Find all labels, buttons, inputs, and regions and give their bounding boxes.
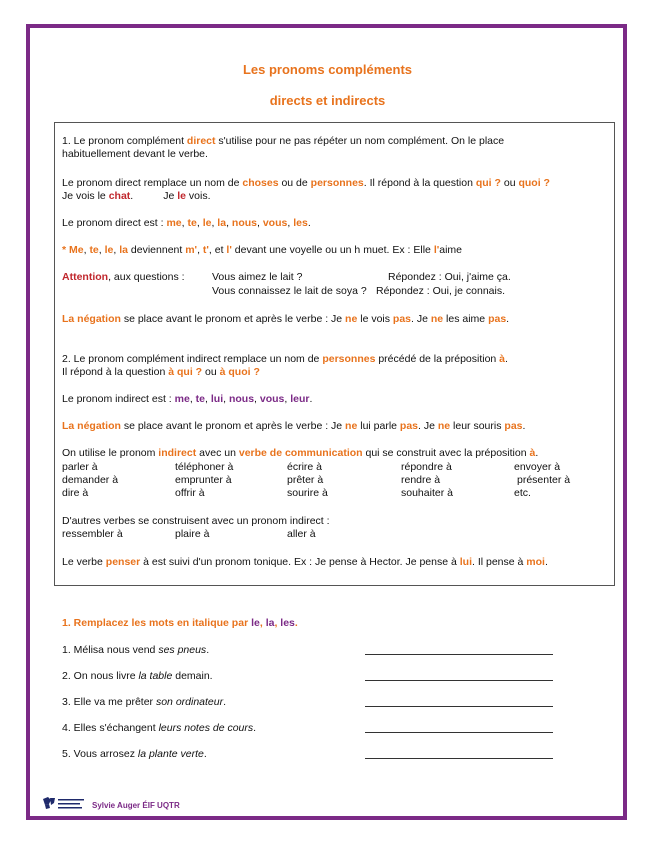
verb-cell: offrir à	[175, 487, 205, 499]
indirect-intro-line1: 2. Le pronom complément indirect remplace un nom de personnes précédé de la préposition à.	[62, 353, 508, 365]
verb-cell: parler à	[62, 461, 98, 473]
direct-example: Je vois le chat. Je le vois.	[62, 190, 211, 202]
verb-cell: etc.	[514, 487, 531, 499]
verb-cell: répondre à	[401, 461, 452, 473]
answer-line[interactable]	[365, 706, 553, 707]
attention-question-2: Vous connaissez le lait de soya ?	[212, 285, 367, 297]
direct-pronoun-list: Le pronom direct est : me, te, le, la, nous, vous, les.	[62, 217, 311, 229]
answer-line[interactable]	[365, 758, 553, 759]
page-title-line2: directs et indirects	[269, 93, 386, 108]
indirect-pronoun-list: Le pronom indirect est : me, te, lui, nous, vous, leur.	[62, 393, 313, 405]
direct-elision-note: * Me, te, le, la deviennent m', t', et l' devant une voyelle ou un h muet. Ex : Elle l'aime	[62, 244, 462, 256]
uqtr-logo-icon	[42, 796, 86, 810]
verb-cell: emprunter à	[175, 474, 232, 486]
attention-question-1: Vous aimez le lait ?	[212, 271, 303, 283]
indirect-intro-line2: Il répond à la question à qui ? ou à quoi ?	[62, 366, 260, 378]
other-verb: plaire à	[175, 528, 210, 540]
answer-line[interactable]	[365, 732, 553, 733]
verb-cell: présenter à	[517, 474, 571, 486]
page-title-line1: Les pronoms compléments	[242, 62, 413, 77]
exercise-heading: 1. Remplacez les mots en italique par le, la, les.	[62, 617, 298, 629]
answer-line[interactable]	[365, 654, 553, 655]
direct-replace-line1: Le pronom direct remplace un nom de choses ou de personnes. Il répond à la question qui ? ou quoi ?	[62, 177, 550, 189]
verb-cell: écrire à	[287, 461, 323, 473]
verb-cell: rendre à	[401, 474, 441, 486]
penser-rule: Le verbe penser à est suivi d'un pronom tonique. Ex : Je pense à Hector. Je pense à lui. Il pense à moi.	[62, 556, 548, 568]
attention-label: Attention, aux questions :	[62, 271, 185, 283]
answer-line[interactable]	[365, 680, 553, 681]
verb-cell: sourire à	[287, 487, 328, 499]
attention-answer-2: Répondez : Oui, je connais.	[376, 285, 505, 297]
exercise-item: 3. Elle va me prêter son ordinateur.	[62, 696, 227, 708]
verb-cell: envoyer à	[514, 461, 561, 473]
verb-cell: dire à	[62, 487, 89, 499]
direct-intro-line1: 1. Le pronom complément direct s'utilise pour ne pas répéter un nom complément. On le place	[62, 135, 505, 147]
exercise-item: 1. Mélisa nous vend ses pneus.	[62, 644, 210, 656]
verb-cell: demander à	[62, 474, 119, 486]
exercise-item: 4. Elles s'échangent leurs notes de cours.	[62, 722, 257, 734]
other-verbs-intro: D'autres verbes se construisent avec un pronom indirect :	[62, 515, 330, 527]
verb-cell: téléphoner à	[175, 461, 234, 473]
verb-cell: prêter à	[287, 474, 324, 486]
other-verb: aller à	[287, 528, 316, 540]
other-verb: ressembler à	[62, 528, 123, 540]
indirect-negation: La négation se place avant le pronom et après le verbe : Je ne lui parle pas. Je ne leur souris pas.	[62, 420, 526, 432]
direct-negation: La négation se place avant le pronom et après le verbe : Je ne le vois pas. Je ne les aime pas.	[62, 313, 510, 325]
verb-cell: souhaiter à	[401, 487, 453, 499]
exercise-item: 5. Vous arrosez la plante verte.	[62, 748, 207, 760]
exercise-item: 2. On nous livre la table demain.	[62, 670, 213, 682]
attention-answer-1: Répondez : Oui, j'aime ça.	[388, 271, 511, 283]
footer-author: Sylvie Auger ÉIF UQTR	[92, 801, 180, 810]
direct-intro-line2: habituellement devant le verbe.	[62, 148, 208, 160]
indirect-usage: On utilise le pronom indirect avec un verbe de communication qui se construit avec la préposition à.	[62, 447, 539, 459]
